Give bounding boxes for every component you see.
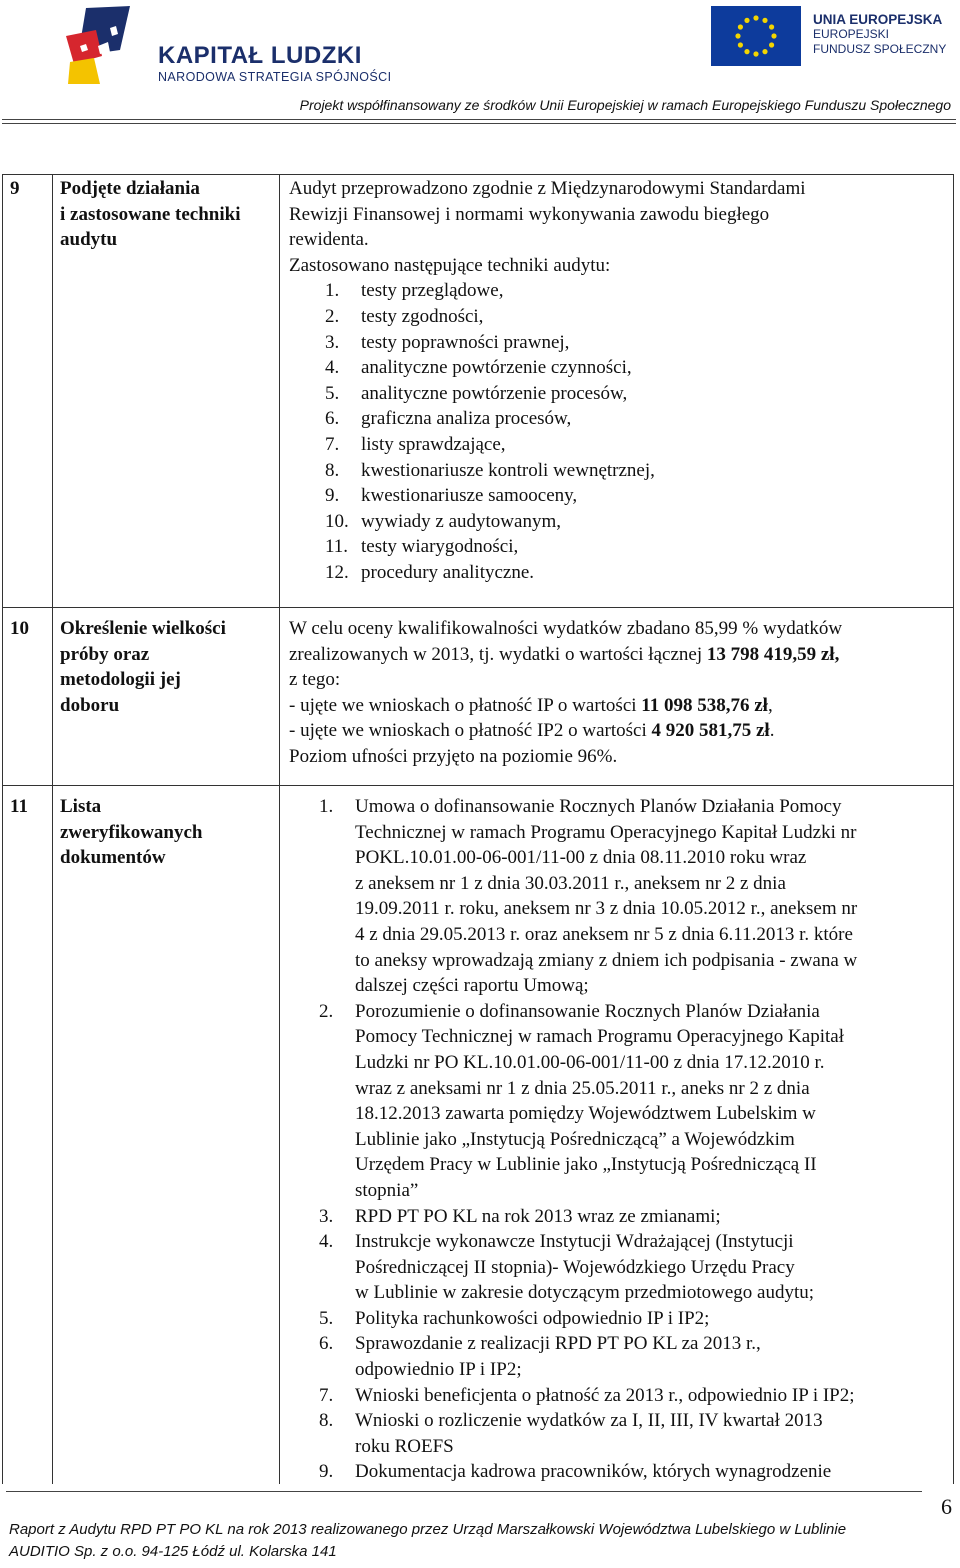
list-item-line: odpowiednio IP i IP2;	[355, 1359, 522, 1381]
list-item-text: listy sprawdzające,	[361, 433, 506, 455]
list-item	[289, 381, 949, 407]
row-11-title-line: Lista	[60, 796, 102, 817]
row-9-title-line: audytu	[60, 229, 118, 251]
list-item-line: Pomocy Technicznej w ramach Programu Operacyjnego Kapitał	[355, 1026, 844, 1048]
list-item-number: 5.	[325, 382, 340, 404]
list-item-line: to aneksy wprowadzają zmiany z dniem ich podpisania - zwana w	[355, 949, 858, 971]
list-item-number: 8.	[325, 459, 340, 481]
eu-text-line3: FUNDUSZ SPOŁECZNY	[813, 42, 947, 56]
list-item	[289, 458, 949, 484]
verified-documents-list	[289, 794, 949, 1485]
list-item-number: 2.	[319, 1000, 334, 1022]
row-11-content	[289, 794, 949, 1485]
eu-flag-icon	[711, 6, 801, 66]
list-item	[289, 1204, 949, 1230]
list-item-line: POKL.10.01.00-06-001/11-00 z dnia 08.11.2010 roku wraz	[355, 847, 807, 869]
footer-company-address: AUDITIO Sp. z o.o. 94-125 Łódź ul. Kolarska 141	[9, 1543, 337, 1560]
row-9-title	[60, 176, 260, 253]
list-item-line: Pośredniczącej II stopnia)- Wojewódzkiego Urzędu Pracy	[355, 1256, 795, 1278]
list-item-line: Sprawozdanie z realizacji RPD PT PO KL za 2013 r.,	[355, 1333, 761, 1355]
list-item-number: 1.	[319, 796, 334, 817]
list-item-text: testy poprawności prawnej,	[361, 331, 570, 353]
kapital-ludzki-logo-title: KAPITAŁ LUDZKI	[158, 42, 362, 69]
eu-text-line1: UNIA EUROPEJSKA	[813, 12, 943, 27]
sample-size-text: - ujęte we wnioskach o płatność IP2 o wartości	[289, 720, 652, 742]
list-item-line: Wnioski beneficjenta o płatność za 2013 r., odpowiednio IP i IP2;	[355, 1384, 855, 1406]
list-item-number: 7.	[325, 433, 340, 455]
list-item-line: 18.12.2013 zawarta pomiędzy Województwem Lubelskim w	[355, 1103, 816, 1125]
table-row-divider-1	[3, 607, 953, 608]
list-item	[289, 1331, 949, 1382]
eu-logo-text	[813, 12, 946, 57]
list-item-number: 7.	[319, 1384, 334, 1406]
list-item-number: 12.	[325, 561, 349, 583]
page-number: 6	[941, 1494, 952, 1519]
page-header	[0, 0, 960, 150]
list-item-text: analityczne powtórzenie czynności,	[361, 357, 632, 379]
header-rule-top	[2, 119, 956, 120]
kapital-ludzki-logo-icon	[64, 6, 136, 86]
list-item-line: z aneksem nr 1 z dnia 30.03.2011 r., aneksem nr 2 z dnia	[355, 872, 786, 894]
list-item-line: Ludzki nr PO KL.10.01.00-06-001/11-00 z dnia 17.12.2010 r.	[355, 1051, 825, 1073]
list-item-line: Porozumienie o dofinansowanie Rocznych Planów Działania	[355, 1000, 820, 1022]
list-item-text: kwestionariusze samooceny,	[361, 485, 578, 507]
list-item-line: Polityka rachunkowości odpowiednio IP i IP2;	[355, 1307, 710, 1329]
list-item-line: Dokumentacja kadrowa pracowników, których wynagrodzenie	[355, 1461, 832, 1483]
list-item-number: 3.	[325, 331, 340, 353]
row-11-number: 11	[10, 796, 28, 817]
sample-size-text: ,	[767, 694, 773, 716]
row-9-title-line: i zastosowane techniki	[60, 203, 241, 225]
list-item	[289, 483, 949, 509]
list-item-text: kwestionariusze kontroli wewnętrznej,	[361, 459, 655, 481]
sample-size-text: .	[769, 720, 775, 742]
row-10-title-line: Określenie wielkości	[60, 618, 226, 639]
row-9-number: 9	[10, 178, 20, 199]
list-item-line: Lublinie jako „Instytucją Pośredniczącą” a Wojewódzkim	[355, 1128, 795, 1150]
list-item	[289, 560, 949, 586]
row-11-title-line: zweryfikowanych	[60, 821, 203, 843]
sample-size-line: z tego:	[289, 669, 341, 691]
row-10-title-line: doboru	[60, 694, 120, 716]
list-item	[289, 406, 949, 432]
header-rule-bottom	[2, 123, 956, 124]
list-item-number: 9.	[325, 485, 340, 507]
list-item	[289, 1383, 949, 1409]
list-item-number: 4.	[319, 1231, 334, 1253]
list-item-text: testy wiarygodności,	[361, 536, 519, 558]
ip-amount: 11 098 538,76 zł	[641, 694, 768, 716]
eu-text-line2: EUROPEJSKI	[813, 27, 890, 41]
footer-rule	[6, 1491, 922, 1492]
row-11-title	[60, 794, 260, 871]
sample-size-line	[289, 693, 949, 719]
ip2-amount: 4 920 581,75 zł	[651, 720, 770, 742]
list-item-line: 4 z dnia 29.05.2013 r. oraz aneksem nr 5 z dnia 6.11.2013 r. które	[355, 923, 853, 945]
list-item	[289, 1408, 949, 1459]
list-item-line: wraz z aneksami nr 1 z dnia 25.05.2011 r., aneks nr 2 z dnia	[355, 1077, 810, 1099]
list-item-line: 19.09.2011 r. roku, aneksem nr 3 z dnia 10.05.2012 r., aneksem nr	[355, 898, 858, 920]
list-item-line: Wnioski o rozliczenie wydatków za I, II, III, IV kwartał 2013	[355, 1410, 823, 1432]
list-item	[289, 1229, 949, 1306]
list-item-number: 9.	[319, 1461, 334, 1483]
list-item	[289, 432, 949, 458]
total-amount: 13 798 419,59 zł,	[706, 643, 840, 665]
row-9-intro-line: Audyt przeprowadzono zgodnie z Międzynarodowymi Standardami	[289, 178, 806, 199]
row-9-intro-line: rewidenta.	[289, 229, 369, 251]
footer-report-title: Raport z Audytu RPD PT PO KL na rok 2013 realizowanego przez Urząd Marszałkowski Województwa Lubelskiego w Lublinie	[9, 1521, 847, 1538]
row-10-number: 10	[10, 618, 29, 639]
row-9-content	[289, 176, 949, 586]
list-item-number: 4.	[325, 357, 340, 379]
row-10-content	[289, 616, 949, 770]
table-col-divider-2	[279, 175, 280, 1484]
list-item	[289, 509, 949, 535]
sample-size-text: zrealizowanych w 2013, tj. wydatki o wartości łącznej	[289, 643, 707, 665]
list-item-number: 3.	[319, 1205, 334, 1227]
table-col-divider-1	[52, 175, 53, 1484]
list-item-number: 5.	[319, 1307, 334, 1329]
project-cofinancing-line: Projekt współfinansowany ze środków Unii Europejskiej w ramach Europejskiego Funduszu Społecznego	[299, 97, 951, 113]
confidence-level-line: Poziom ufności przyjęto na poziomie 96%.	[289, 745, 618, 767]
list-item-line: Urzędem Pracy w Lublinie jako „Instytucją Pośredniczącą II	[355, 1154, 817, 1176]
audit-details-table	[2, 174, 954, 1484]
list-item-line: roku ROEFS	[355, 1435, 454, 1457]
list-item	[289, 278, 949, 304]
list-item-number: 2.	[325, 305, 340, 327]
list-item	[289, 355, 949, 381]
list-item-line: Instrukcje wykonawcze Instytucji Wdrażającej (Instytucji	[355, 1231, 794, 1253]
list-item-number: 6.	[319, 1333, 334, 1355]
list-item	[289, 330, 949, 356]
list-item	[289, 1459, 949, 1485]
list-item	[289, 534, 949, 560]
list-item-number: 1.	[325, 280, 340, 302]
list-item	[289, 794, 949, 999]
sample-size-text: - ujęte we wnioskach o płatność IP o wartości	[289, 694, 642, 716]
list-item-text: graficzna analiza procesów,	[361, 408, 572, 430]
list-item-text: wywiady z audytowanym,	[361, 510, 561, 532]
list-item-line: stopnia”	[355, 1179, 419, 1201]
list-item	[289, 999, 949, 1204]
kapital-ludzki-logo-subtitle: NARODOWA STRATEGIA SPÓJNOŚCI	[158, 70, 392, 84]
list-item-line: RPD PT PO KL na rok 2013 wraz ze zmianami;	[355, 1205, 721, 1227]
list-item	[289, 1306, 949, 1332]
list-item-number: 11.	[325, 536, 349, 558]
row-11-title-line: dokumentów	[60, 847, 166, 869]
list-item-text: analityczne powtórzenie procesów,	[361, 382, 628, 404]
sample-size-line	[289, 642, 949, 668]
list-item	[289, 304, 949, 330]
row-10-title	[60, 616, 260, 718]
list-item-line: Umowa o dofinansowanie Rocznych Planów Działania Pomocy	[355, 796, 842, 817]
list-item-line: w Lublinie w zakresie dotyczącym przedmiotowego audytu;	[355, 1282, 815, 1304]
row-9-intro-line: Zastosowano następujące techniki audytu:	[289, 254, 611, 276]
table-row-divider-2	[3, 785, 953, 786]
row-9-title-line: Podjęte działania	[60, 178, 200, 199]
row-9-intro-line: Rewizji Finansowej i normami wykonywania zawodu biegłego	[289, 203, 770, 225]
row-10-title-line: metodologii jej	[60, 669, 181, 691]
row-10-title-line: próby oraz	[60, 643, 150, 665]
list-item-text: procedury analityczne.	[361, 561, 535, 583]
sample-size-line: W celu oceny kwalifikowalności wydatków zbadano 85,99 % wydatków	[289, 618, 843, 639]
list-item-number: 6.	[325, 408, 340, 430]
list-item-line: Technicznej w ramach Programu Operacyjnego Kapitał Ludzki nr	[355, 821, 857, 843]
list-item-text: testy przeglądowe,	[361, 280, 504, 302]
list-item-number: 8.	[319, 1410, 334, 1432]
list-item-text: testy zgodności,	[361, 305, 484, 327]
list-item-number: 10.	[325, 510, 349, 532]
sample-size-line	[289, 718, 949, 744]
list-item-line: dalszej części raportu Umową;	[355, 975, 589, 997]
audit-techniques-list	[289, 278, 949, 585]
